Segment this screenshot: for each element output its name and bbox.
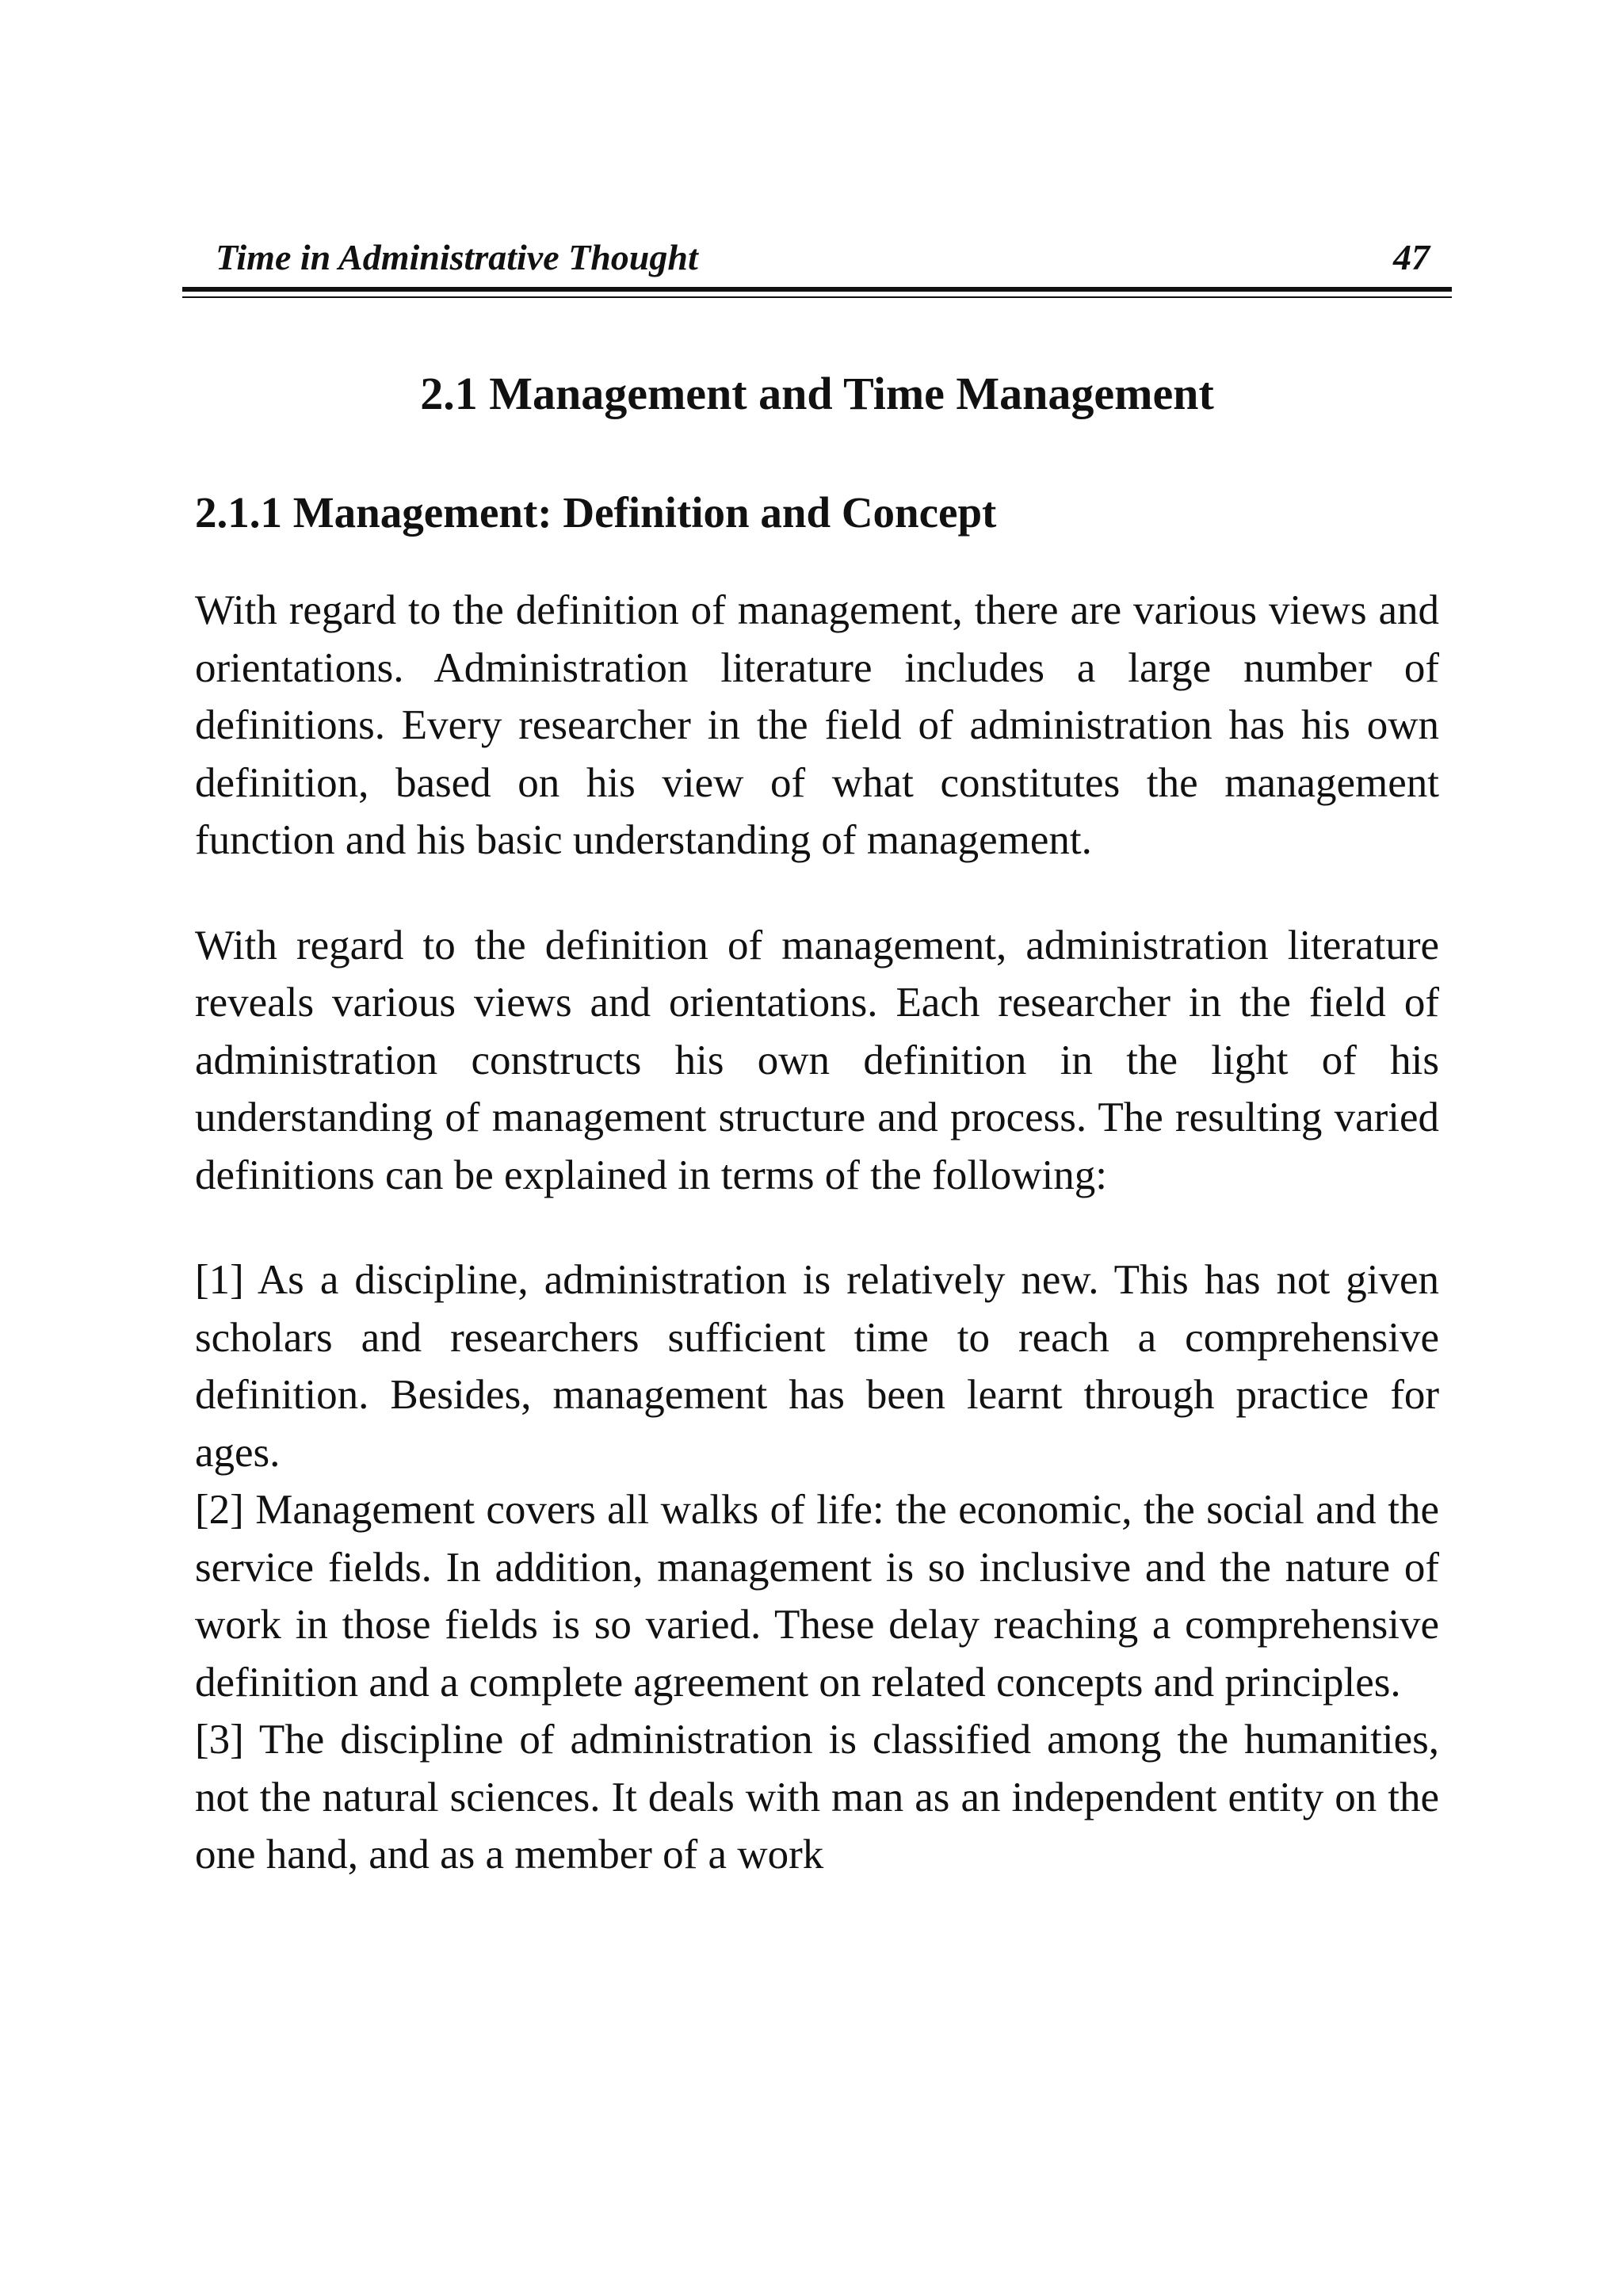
body-text (195, 582, 1439, 1884)
list-item: [2] Management covers all walks of life: the economic, the social and the service fields. In addition, management is so inclusive and the nature of work in those fields is so varied. These delay reaching a comprehensive definition and a complete agreement on related concepts and principles. (195, 1487, 1439, 1706)
header-rule-thick (182, 287, 1452, 292)
running-header (195, 235, 1450, 290)
subsection-title: 2.1.1 Management: Definition and Concept (195, 488, 997, 537)
list-item: [1] As a discipline, administration is relatively new. This has not given scholars and researchers sufficient time to reach a comprehensive definition. Besides, management has been learnt through practice for ages. (195, 1257, 1439, 1476)
list-item: [3] The discipline of administration is classified among the humanities, not the natural sciences. It deals with man as an independent entity on the one hand, and as a member of a work (195, 1717, 1439, 1878)
header-rule-thin (182, 296, 1452, 298)
paragraph: With regard to the definition of management, administration literature reveals various views and orientations. Each researcher in the field of administration constructs his own definition in the light of his understanding of management structure and process. The resulting varied definitions can be explained in terms of the following: (195, 922, 1439, 1198)
section-title: 2.1 Management and Time Management (420, 368, 1214, 419)
page-number: 47 (1393, 237, 1430, 277)
paragraph: With regard to the definition of management, there are various views and orientations. Administration literature includes a large number of definitions. Every researcher in the field of administration has his own definition, based on his view of what constitutes the management function and his basic understanding of management. (195, 587, 1439, 863)
running-title: Time in Administrative Thought (216, 237, 698, 277)
